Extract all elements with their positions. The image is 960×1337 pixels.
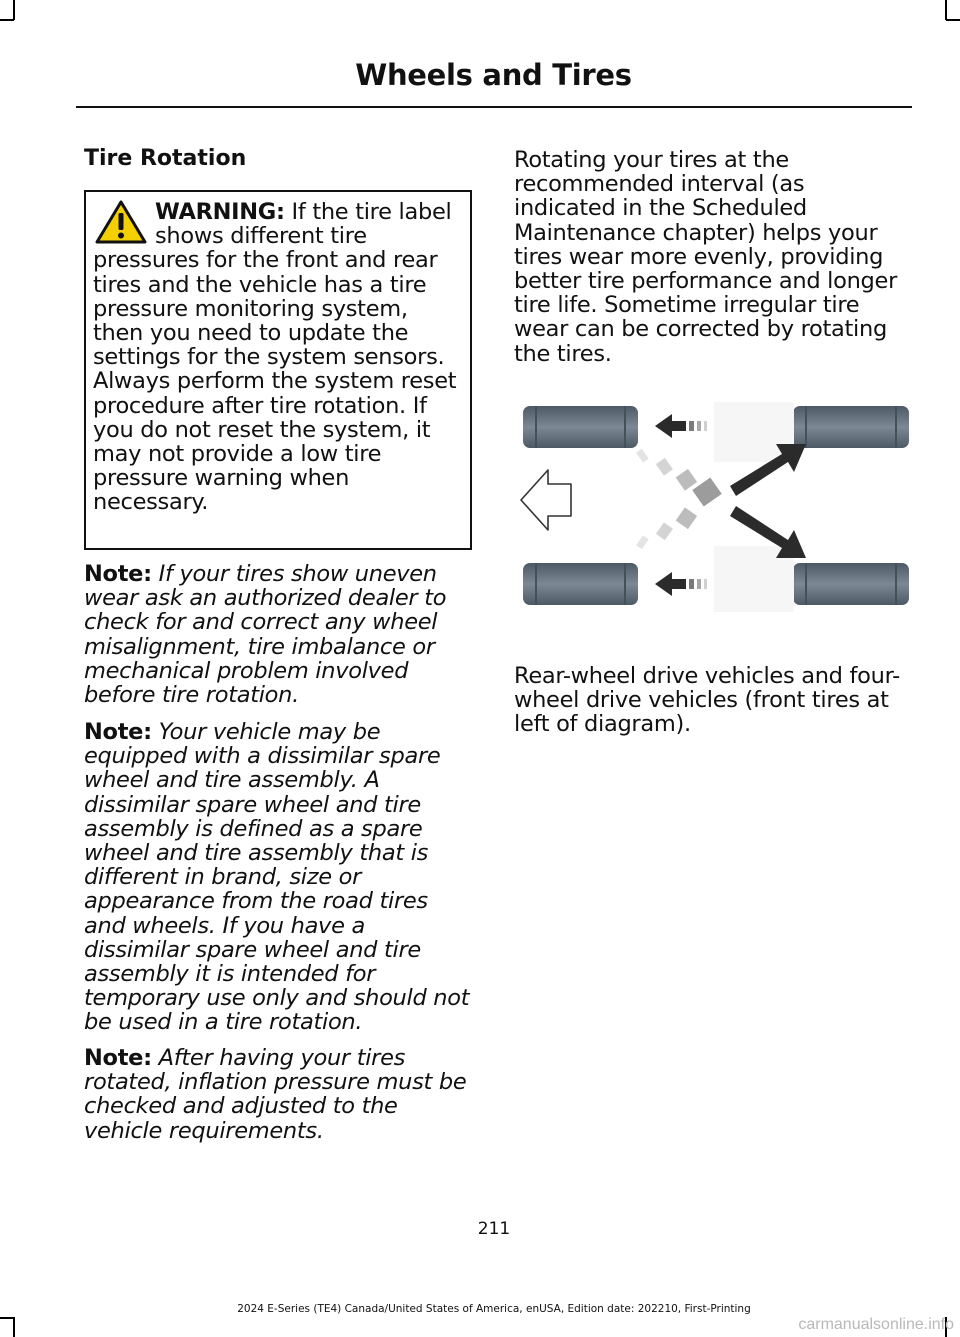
note-label: Note:: [84, 1045, 152, 1071]
crop-mark: [945, 0, 947, 20]
crop-mark: [13, 1317, 15, 1337]
page-number: 211: [477, 1219, 511, 1239]
note-label: Note:: [84, 719, 152, 745]
tire-front-left: [523, 406, 638, 448]
forward-direction-arrow-icon: [521, 470, 571, 530]
note-text: After having your tires rotated, inflation pressure must be checked and adjusted to the vehicle requirements.: [84, 1045, 467, 1144]
note-uneven-wear: [84, 562, 476, 707]
note-dissimilar-spare: [84, 720, 476, 1035]
page-header-title: Wheels and Tires: [355, 58, 632, 92]
tire-front-right: [523, 563, 638, 605]
warning-text: If the tire label shows different tire pressures for the front and rear tires and the vehicle has a tire pressure monitoring system, then you need to update the settings for the system sensors. Always perform the system reset procedure after tire rotation. If you do not reset the system, it may not provide a low tire pressure warning when necessary.: [93, 199, 457, 516]
crop-mark: [0, 1317, 14, 1319]
note-text: Your vehicle may be equipped with a dissimilar spare wheel and tire assembly. A dissimilar spare wheel and tire assembly is defined as a spare wheel and tire assembly that is different in brand, size or appearance from the road tires and wheels. If you have a dissimilar spare wheel and tire assembly it is intended for temporary use only and should not be used in a tire rotation.: [84, 719, 470, 1036]
diagram-caption: Rear-wheel drive vehicles and four-wheel drive vehicles (front tires at left of diagram).: [514, 663, 900, 738]
crop-mark: [13, 0, 15, 20]
header-rule: [76, 106, 912, 108]
tire-rear-left: [793, 406, 909, 448]
note-label: Note:: [84, 561, 152, 587]
cross-dashes: [636, 449, 722, 549]
section-title: Tire Rotation: [84, 146, 247, 171]
tire-rotation-diagram: [514, 396, 912, 626]
warning-triangle-icon: [95, 200, 147, 244]
crop-mark: [0, 19, 14, 21]
warning-box: [84, 190, 472, 550]
footer-edition-text: 2024 E-Series (TE4) Canada/United States of America, enUSA, Edition date: 202210, First-Printing: [237, 1303, 751, 1315]
arrow-rear-to-front-bottom: [655, 572, 707, 596]
watermark: carmanualsonline.info: [798, 1316, 954, 1333]
arrow-rear-to-front-top: [655, 414, 707, 438]
warning-label: WARNING:: [155, 199, 285, 225]
crop-mark: [946, 19, 960, 21]
note-inflation-pressure: [84, 1046, 476, 1143]
rotation-intro-paragraph: Rotating your tires at the recommended interval (as indicated in the Scheduled Maintenance chapter) helps your tires wear more evenly, providing better tire performance and longer tire life. Sometime irregular tire wear can be corrected by rotating the tires.: [514, 147, 898, 367]
tire-rear-right: [793, 563, 909, 605]
note-text: If your tires show uneven wear ask an authorized dealer to check for and correct any wheel misalignment, tire imbalance or mechanical problem involved before tire rotation.: [84, 561, 447, 709]
